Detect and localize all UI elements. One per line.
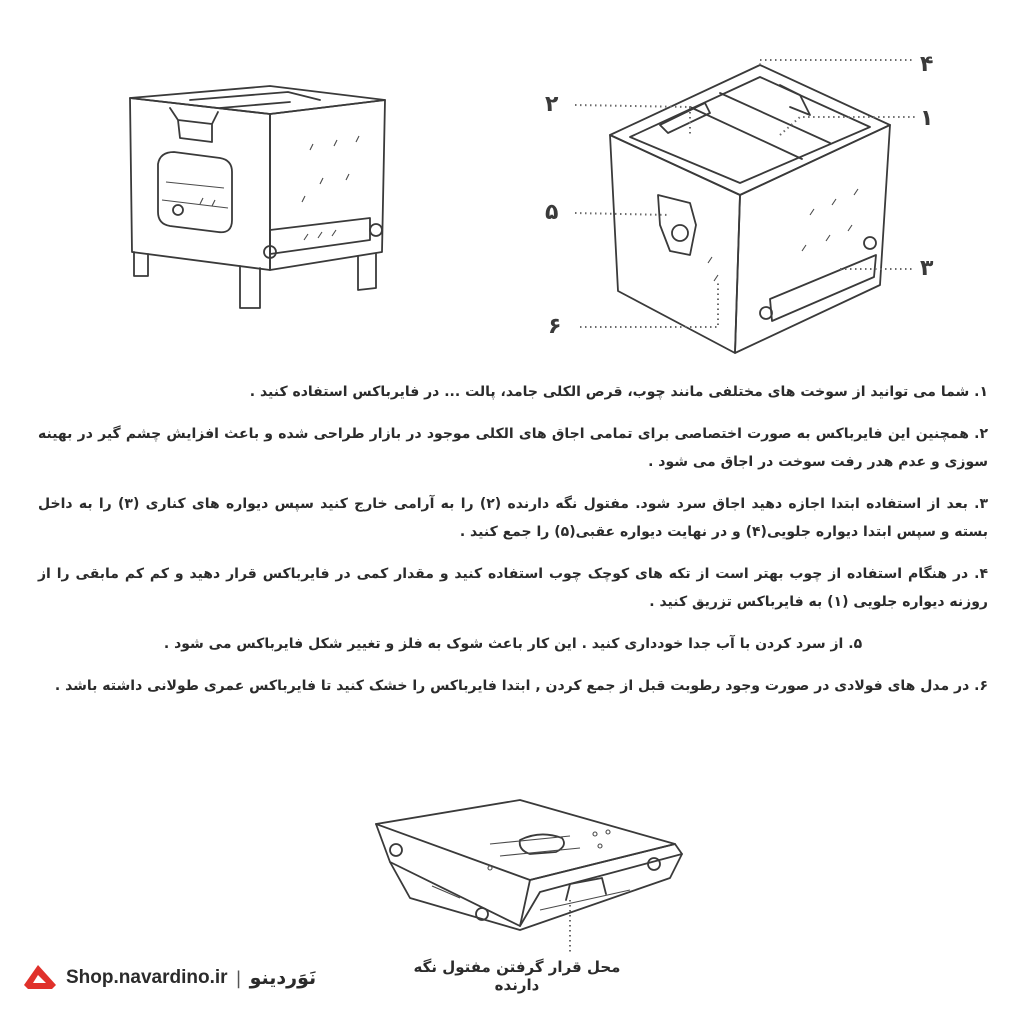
instruction-4: ۴. در هنگام استفاده از چوب بهتر است از تکه های کوچک چوب استفاده کنید و مقدار کمی در فایرباکس قرار دهید و کم کم مابقی را از روزنه دیواره جلویی (۱) به فایرباکس تزریق کنید .	[38, 566, 988, 610]
instruction-3: ۳. بعد از استفاده ابتدا اجازه دهید اجاق سرد شود. مفتول نگه دارنده (۲) را به آرامی خارج کنید سپس دیواره های کناری (۳) را به داخل بسته و سپس ابتدا دیواره جلویی(۴) و در نهایت دیواره عقبی(۵) را جمع کنید .	[38, 496, 988, 540]
instruction-5: ۵. از سرد کردن با آب جدا خودداری کنید . این کار باعث شوک به فلز و تغییر شکل فایرباکس می شود .	[163, 636, 863, 652]
callout-4: ۴	[920, 52, 934, 77]
instructions	[38, 378, 988, 700]
callout-1: ۱	[920, 106, 934, 131]
firebox-closed-illustration	[120, 80, 400, 320]
retainer-rod-caption: محل قرار گرفتن مفتول نگه دارنده	[413, 958, 621, 994]
instruction-2: ۲. همچنین این فایرباکس به صورت اختصاصی برای تمامی اجاق های الکلی موجود در بازار طراحی شده و باعث افزایش چشم گیر در بهینه سوزی و عدم هدر رفت سوخت در اجاق می شود .	[38, 426, 988, 470]
instruction-1: ۱. شما می توانید از سوخت های مختلفی مانند چوب، قرص الکلی جامد، پالت ... در فایرباکس استفاده کنید .	[249, 384, 988, 400]
callout-2: ۲	[545, 92, 559, 117]
brand-name: نَوَردینو	[249, 967, 317, 989]
footer-separator: |	[235, 967, 242, 989]
footer-brand	[22, 958, 316, 998]
instruction-6: ۶. در مدل های فولادی در صورت وجود رطوبت قبل از جمع کردن , ابتدا فایرباکس را خشک کنید تا فایرباکس عمری طولانی داشته باشد .	[54, 678, 988, 694]
callout-6: ۶	[548, 314, 562, 339]
firebox-folded-illustration	[370, 790, 700, 955]
navardino-logo-icon	[22, 961, 58, 995]
callout-3: ۳	[920, 256, 934, 281]
callout-5: ۵	[545, 200, 559, 225]
site-url: Shop.navardino.ir	[66, 967, 228, 988]
firebox-open-illustration	[540, 52, 980, 365]
